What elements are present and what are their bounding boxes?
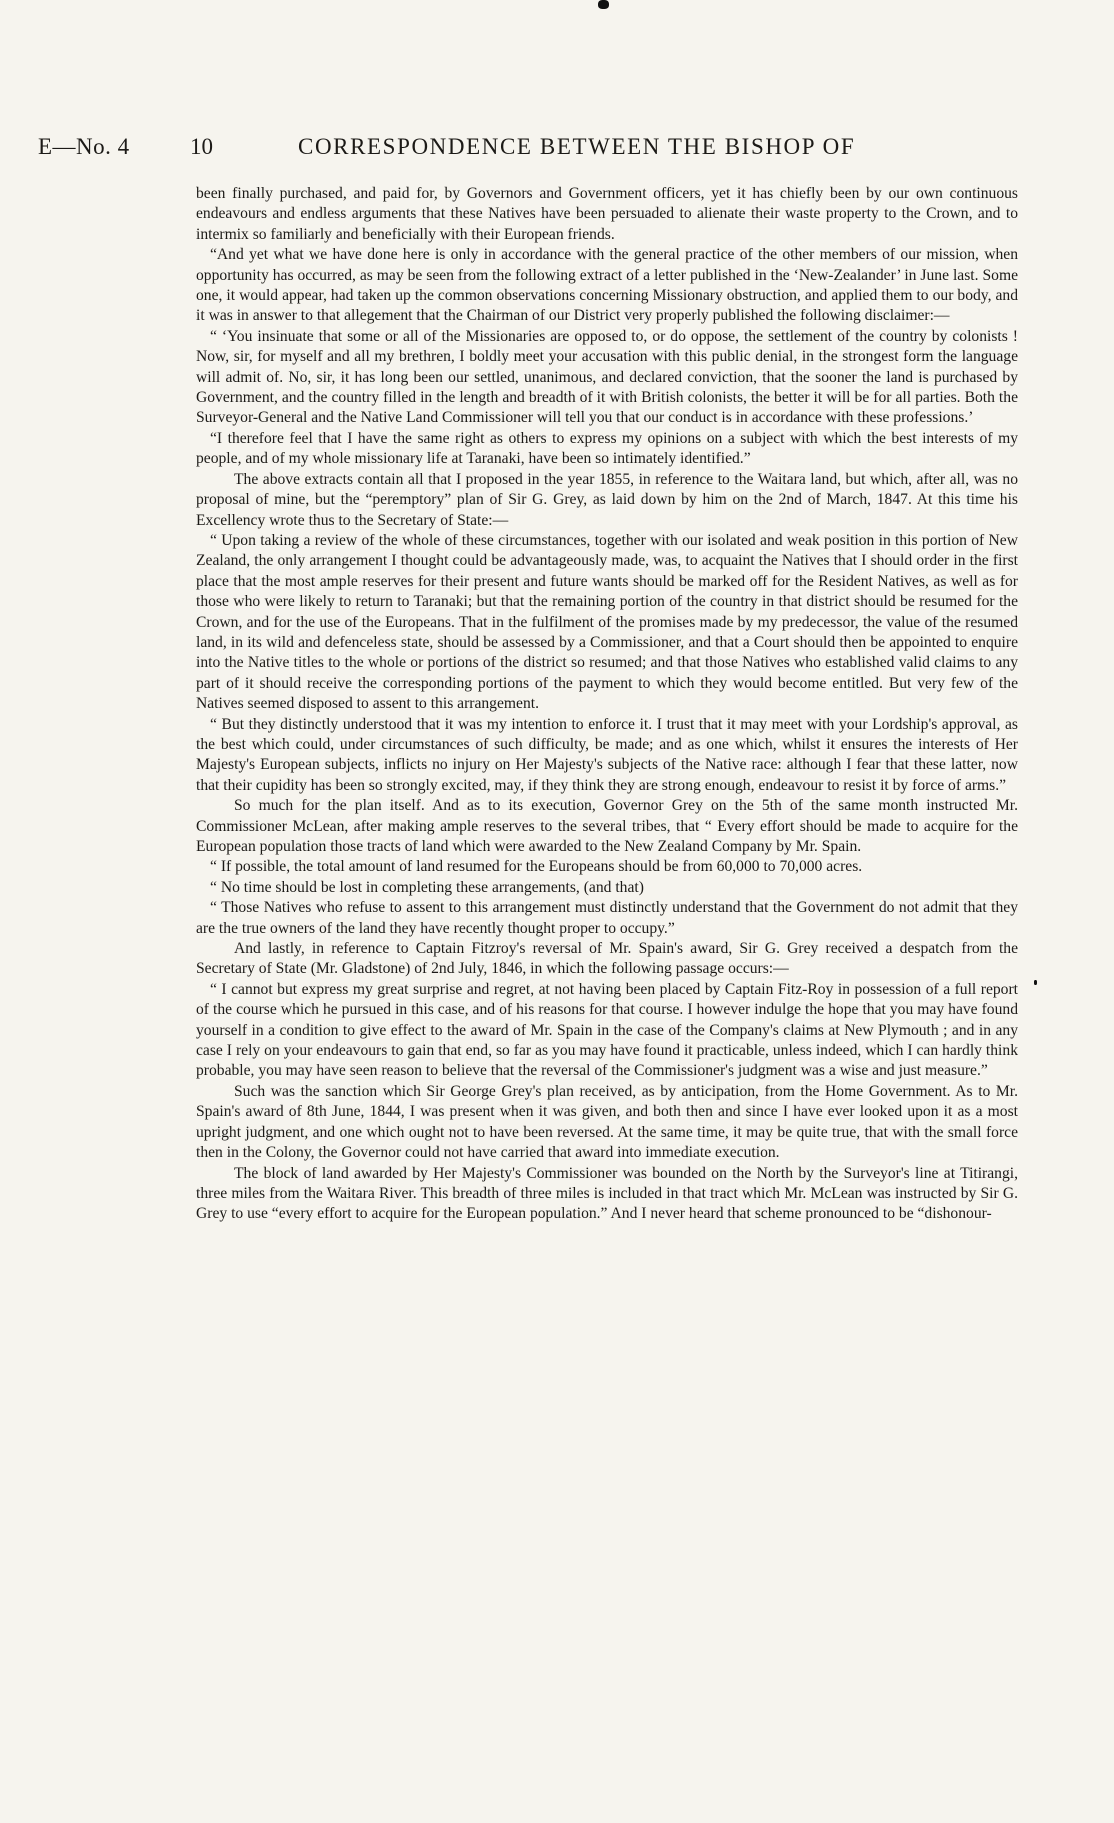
ink-speck	[598, 0, 609, 9]
paragraph: “ I cannot but express my great surprise and regret, at not having been placed by Captain Fitz-Roy in possession of a full report of the course which he pursued in this case, and of his reasons for that course. I however indulge the hope that you may have found yourself in a condition to give effect to the award of Mr. Spain in the case of the Company's claims at New Plymouth ; and in any case I rely on your endeavours to gain that end, so far as you may have found it practicable, unless indeed, which I can hardly think probable, you may have seen reason to believe that the reversal of the Commissioner's judgment was a wise and just measure.”	[196, 980, 1018, 1080]
body-text	[196, 184, 1018, 1225]
paragraph: “ But they distinctly understood that it was my intention to enforce it. I trust that it may meet with your Lordship's approval, as the best which could, under circumstances of such difficulty, be made; and as one which, whilst it ensures the interests of Her Majesty's European subjects, inflicts no injury on Her Majesty's subjects of the Native race: although I fear that these latter, now that their cupidity has been so strongly excited, may, if they think they are strong enough, endeavour to resist it by force of arms.”	[196, 715, 1018, 794]
paragraph: The block of land awarded by Her Majesty's Commissioner was bounded on the North by the Surveyor's line at Titirangi, three miles from the Waitara River. This breadth of three miles is included in that tract which Mr. McLean was instructed by Sir G. Grey to use “every effort to acquire for the European population.” And I never heard that scheme pronounced to be “dishonour-	[196, 1164, 1018, 1223]
paragraph: “I therefore feel that I have the same right as others to express my opinions on a subject with which the best interests of my people, and of my whole missionary life at Taranaki, have been so intimately identified.”	[196, 429, 1018, 468]
ink-speck	[1034, 980, 1037, 985]
paragraph: “ Upon taking a review of the whole of these circumstances, together with our isolated and weak position in this portion of New Zealand, the only arrangement I thought could be advantageously made, was, to acquaint the Natives that I should order in the first place that the most ample reserves for their present and future wants should be marked off for the Resident Natives, as well as for those who were likely to return to Taranaki; but that the remaining portion of the country in that district should be resumed for the Crown, and for the use of the Europeans. That in the fulfilment of the promises made by my predecessor, the value of the resumed land, in its wild and defenceless state, should be assessed by a Commissioner, and that a Court should then be appointed to enquire into the Native titles to the whole or portions of the district so resumed; and that those Natives who established valid claims to any part of it should receive the corresponding portions of the payment to which they would become entitled. But very few of the Natives seemed disposed to assent to this arrangement.	[196, 531, 1018, 713]
page-header	[38, 134, 1078, 174]
paragraph: And lastly, in reference to Captain Fitzroy's reversal of Mr. Spain's award, Sir G. Grey received a despatch from the Secretary of State (Mr. Gladstone) of 2nd July, 1846, in which the following passage occurs:—	[196, 940, 1018, 978]
document-reference: E—No. 4	[38, 134, 130, 159]
paragraph: “ Those Natives who refuse to assent to this arrangement must distinctly understand that the Government do not admit that they are the true owners of the land they have recently thought proper to occupy.”	[196, 899, 1018, 937]
paragraph: “And yet what we have done here is only in accordance with the general practice of the other members of our mission, when opportunity has occurred, as may be seen from the following extract of a letter published in the ‘New-Zealander’ in June last. Some one, it would appear, had taken up the common observations concerning Missionary obstruction, and applied them to our body, and it was in answer to that allegement that the Chairman of our District very properly published the following disclaimer:—	[196, 246, 1018, 325]
page-number: 10	[190, 134, 213, 159]
paragraph: The above extracts contain all that I proposed in the year 1855, in reference to the Waitara land, but which, after all, was no proposal of mine, but the “peremptory” plan of Sir G. Grey, as laid down by him on the 2nd of March, 1847. At this time his Excellency wrote thus to the Secretary of State:—	[196, 470, 1018, 529]
paragraph: “ ‘You insinuate that some or all of the Missionaries are opposed to, or do oppose, the settlement of the country by colonists ! Now, sir, for myself and all my brethren, I boldly meet your accusation with this public denial, in the strongest form the language will admit of. No, sir, it has long been our settled, unanimous, and declared conviction, that the sooner the land is purchased by Government, and the country filled in the length and breadth of it with British colonists, the better it will be for all parties. Both the Surveyor-General and the Native Land Commissioner will tell you that our conduct is in accordance with these professions.’	[196, 327, 1018, 427]
paragraph: “ If possible, the total amount of land resumed for the Europeans should be from 60,000 to 70,000 acres.	[210, 858, 863, 876]
paragraph: been finally purchased, and paid for, by Governors and Government officers, yet it has chiefly been by our own continuous endeavours and endless arguments that these Natives have been persuaded to alienate their waste property to the Crown, and to intermix so familiarly and beneficially with their European friends.	[196, 185, 1018, 243]
paragraph: “ No time should be lost in completing these arrangements, (and that)	[210, 878, 644, 896]
paragraph: So much for the plan itself. And as to its execution, Governor Grey on the 5th of the same month instructed Mr. Commissioner McLean, after making ample reserves to the several tribes, that “ Every effort should be made to acquire for the European population those tracts of land which were awarded to the New Zealand Company by Mr. Spain.	[196, 797, 1018, 855]
running-title: CORRESPONDENCE BETWEEN THE BISHOP OF	[298, 134, 856, 159]
paragraph: Such was the sanction which Sir George Grey's plan received, as by anticipation, from the Home Government. As to Mr. Spain's award of 8th June, 1844, I was present when it was given, and both then and since I have ever looked upon it as a most upright judgment, and one which ought not to have been reversed. At the same time, it may be quite true, that with the small force then in the Colony, the Governor could not have carried that award into immediate execution.	[196, 1082, 1018, 1162]
